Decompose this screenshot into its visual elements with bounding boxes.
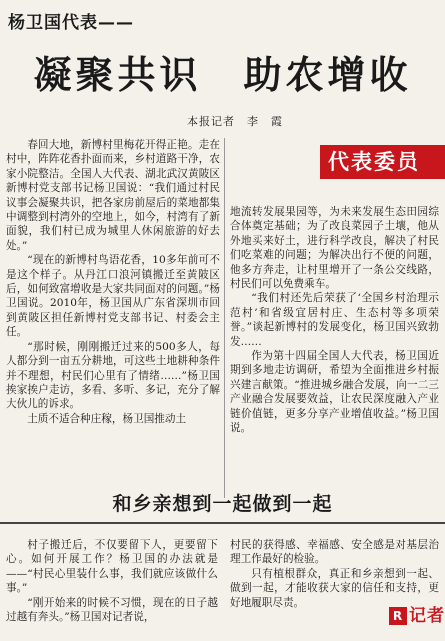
paragraph: “那时候，刚刚搬迁过来的500多人，每人都分到一亩五分耕地，可这些土地耕种条件并不理想，村民们心里有了情绪……”杨卫国挨家挨户走访，多看、多听、多记，充分了解大伙儿的诉求。 bbox=[6, 340, 220, 411]
article-headline: 凝聚共识 助农增收 bbox=[33, 53, 412, 97]
body-column-1 bbox=[6, 138, 220, 498]
paragraph: 作为第十四届全国人大代表，杨卫国近期到多地走访调研，希望为全面推进乡村振兴建言献策。“推进城乡融合发展，向一二三产业融合发展要效益，让农民深度融入产业链价值链，更多分享产业增值收益。”杨卫国说。 bbox=[230, 350, 439, 435]
subheading-rule bbox=[0, 522, 445, 524]
body-column-3 bbox=[6, 538, 218, 638]
paragraph: 村民的获得感、幸福感、安全感是对基层治理工作最好的检验。 bbox=[230, 539, 439, 566]
paragraph: 春回大地，新博村里梅花开得正艳。走在村中，阵阵花香扑面而来，乡村道路干净，农家小院整洁。全国人大代表、湖北武汉黄陂区新博村党支部书记杨卫国说：“我们通过村民议事会凝聚共识，把各家房前屋后的菜地都集中调整到村湾外的空地上，如今，村湾有了新面貌，我们村已成为城里人休闲旅游的好去处。” bbox=[6, 139, 220, 252]
brand-label: 记者 bbox=[409, 606, 445, 626]
brand-r-icon: R bbox=[389, 607, 407, 625]
article-kicker: 杨卫国代表—— bbox=[8, 13, 134, 33]
section-badge: 代表委员 bbox=[320, 145, 445, 179]
column-divider bbox=[224, 138, 225, 498]
subheading: 和乡亲想到一起做到一起 bbox=[112, 493, 333, 515]
body-column-2 bbox=[230, 205, 439, 455]
article-byline: 本报记者 李 霞 bbox=[187, 115, 283, 128]
paragraph: 地流转发展果园等，为未来发展生态田园综合体奠定基础；为了改良菜园子土壤，他从外地买来好土，进行科学改良，解决了村民们吃菜难的问题；为解决出行不便的问题，他多方奔走，让村里增开了一条公交线路，村民们可以免费乘车。 bbox=[230, 206, 439, 291]
brand-logo bbox=[389, 601, 445, 626]
paragraph: 村子搬迁后，不仅要留下人，更要留下心。如何开展工作？杨卫国的办法就是——“村民心里装什么事，我们就应该做什么事。” bbox=[6, 539, 218, 595]
paragraph: “现在的新博村鸟语花香，10多年前可不是这个样子。从丹江口浪河镇搬迁至黄陂区后，如何致富增收是大家共同面对的问题。”杨卫国说。2010年，杨卫国从广东省深圳市回到黄陂区担任新博村党支部书记、村委会主任。 bbox=[6, 254, 220, 339]
paragraph: “我们村还先后荣获了‘全国乡村治理示范村’和省级宜居村庄、生态村等多项荣誉。”谈起新博村的发展变化，杨卫国兴致勃发…… bbox=[230, 292, 439, 348]
paragraph: 土质不适合种庄稼，杨卫国推动土 bbox=[27, 412, 187, 425]
paragraph: “刚开始来的时候不习惯，现在的日子越过越有奔头。”杨卫国对记者说， bbox=[6, 596, 218, 624]
paragraph: 只有植根群众，真正和乡亲想到一起、做到一起，才能收获大家的信任和支持，更好地履职尽责。 bbox=[230, 567, 439, 609]
